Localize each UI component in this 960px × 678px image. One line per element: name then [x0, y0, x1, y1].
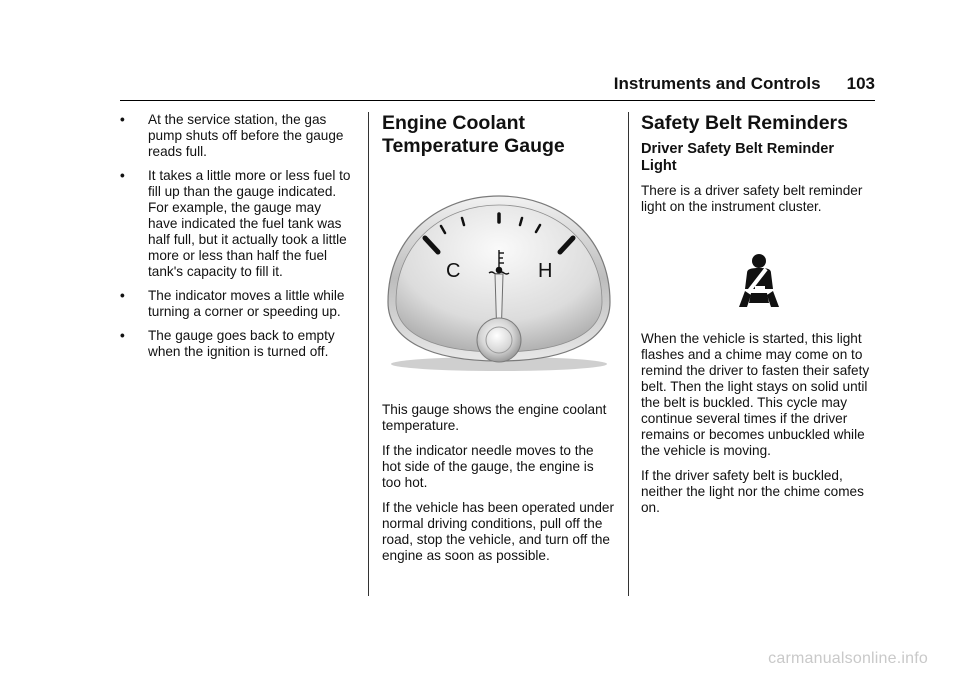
seatbelt-icon — [735, 253, 783, 309]
page-number: 103 — [846, 74, 875, 93]
gauge-hot-label: H — [538, 260, 553, 282]
bullet-marker: • — [120, 112, 125, 127]
column-divider — [628, 112, 629, 596]
list-item — [120, 168, 352, 280]
section-heading — [382, 112, 616, 158]
section-title: Instruments and Controls — [613, 74, 821, 93]
paragraph: This gauge shows the engine coolant temperature. — [382, 402, 607, 433]
site-watermark: carmanualsonline.info — [768, 650, 928, 667]
paragraph: There is a driver safety belt reminder light on the instrument cluster. — [641, 183, 863, 214]
gauge-cold-label: C — [446, 260, 461, 282]
bullet-marker: • — [120, 168, 125, 183]
subheading-line: Driver Safety Belt Reminder — [641, 141, 835, 157]
bullet-list — [120, 112, 352, 360]
column-1 — [120, 112, 352, 368]
coolant-gauge-illustration — [382, 180, 616, 376]
bullet-marker: • — [120, 328, 125, 343]
paragraph: When the vehicle is started, this light flashes and a chime may come on to remind the driver to fasten their safety belt. Then the light stays on solid until the belt is buckled. This cycle may continue several times if the driver remains or becomes unbuckled while the vehicle is moving. — [641, 331, 870, 458]
heading-line: Engine Coolant — [382, 112, 525, 134]
column-3 — [641, 112, 877, 525]
column-divider — [368, 112, 369, 596]
list-item — [120, 112, 352, 160]
page-header — [614, 74, 875, 94]
bullet-text: The gauge goes back to empty when the ignition is turned off. — [148, 328, 335, 359]
header-rule — [120, 100, 875, 101]
list-item — [120, 328, 352, 360]
paragraph: If the indicator needle moves to the hot side of the gauge, the engine is too hot. — [382, 443, 594, 490]
bullet-text: The indicator moves a little while turning a corner or speeding up. — [148, 288, 345, 319]
section-heading: Safety Belt Reminders — [641, 112, 848, 134]
subheading-line: Light — [641, 158, 677, 174]
bullet-text: At the service station, the gas pump shuts off before the gauge reads full. — [148, 112, 344, 159]
bullet-marker: • — [120, 288, 125, 303]
list-item — [120, 288, 352, 320]
column-2 — [382, 112, 616, 573]
paragraph: If the driver safety belt is buckled, neither the light nor the chime comes on. — [641, 468, 864, 515]
heading-line: Temperature Gauge — [382, 135, 565, 157]
gauge-hub — [477, 318, 521, 362]
paragraph: If the vehicle has been operated under normal driving conditions, pull off the road, stop the vehicle, and turn off the engine as soon as possible. — [382, 500, 615, 563]
subsection-heading — [641, 141, 877, 175]
bullet-text: It takes a little more or less fuel to fill up than the gauge indicated. For example, the gauge may have indicated the fuel tank was half full, but it actually took a little more or less than half the fuel tank's capacity to fill it. — [148, 168, 351, 279]
